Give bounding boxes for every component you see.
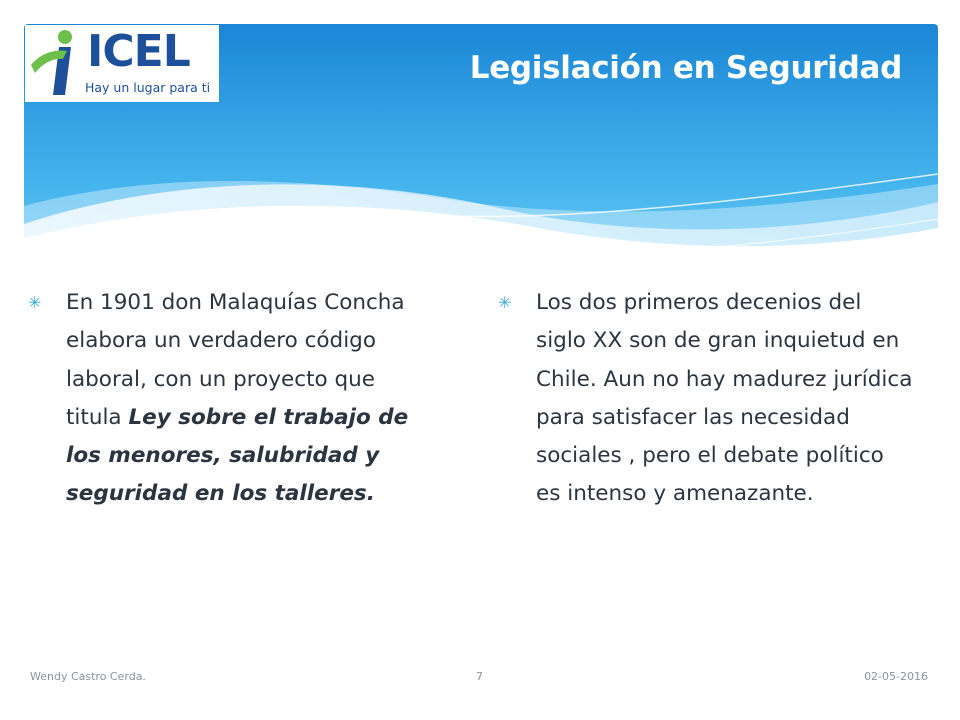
right-column (494, 284, 914, 514)
bullet-item (24, 284, 434, 514)
icel-logo (25, 25, 219, 102)
footer-date: 02-05-2016 (864, 670, 928, 683)
left-column (24, 284, 434, 514)
logo-tagline: Hay un lugar para ti (85, 80, 211, 95)
bullet-text: Los dos primeros decenios del siglo XX son de gran inquietud en Chile. Aun no hay madurez jurídica para satisfacer las necesidad sociales , pero el debate político es intenso y amenazante. (536, 290, 913, 507)
footer-page-number: 7 (476, 670, 483, 683)
asterisk-bullet-icon: ✳ (28, 293, 42, 312)
footer-author: Wendy Castro Cerda. (30, 670, 146, 683)
bullet-text-plain: En 1901 don Malaquías Concha elabora un verdadero código laboral, con un proyecto que titula (66, 290, 405, 430)
logo-figure-icon (25, 25, 85, 102)
bullet-text (66, 290, 408, 506)
slide-title: Legislación en Seguridad (469, 50, 902, 86)
logo-wordmark: ICEL (87, 26, 190, 77)
asterisk-bullet-icon: ✳ (498, 293, 512, 312)
bullet-text-emphasis: Ley sobre el trabajo de los menores, salubridad y seguridad en los talleres. (66, 404, 409, 507)
bullet-item (494, 284, 914, 514)
